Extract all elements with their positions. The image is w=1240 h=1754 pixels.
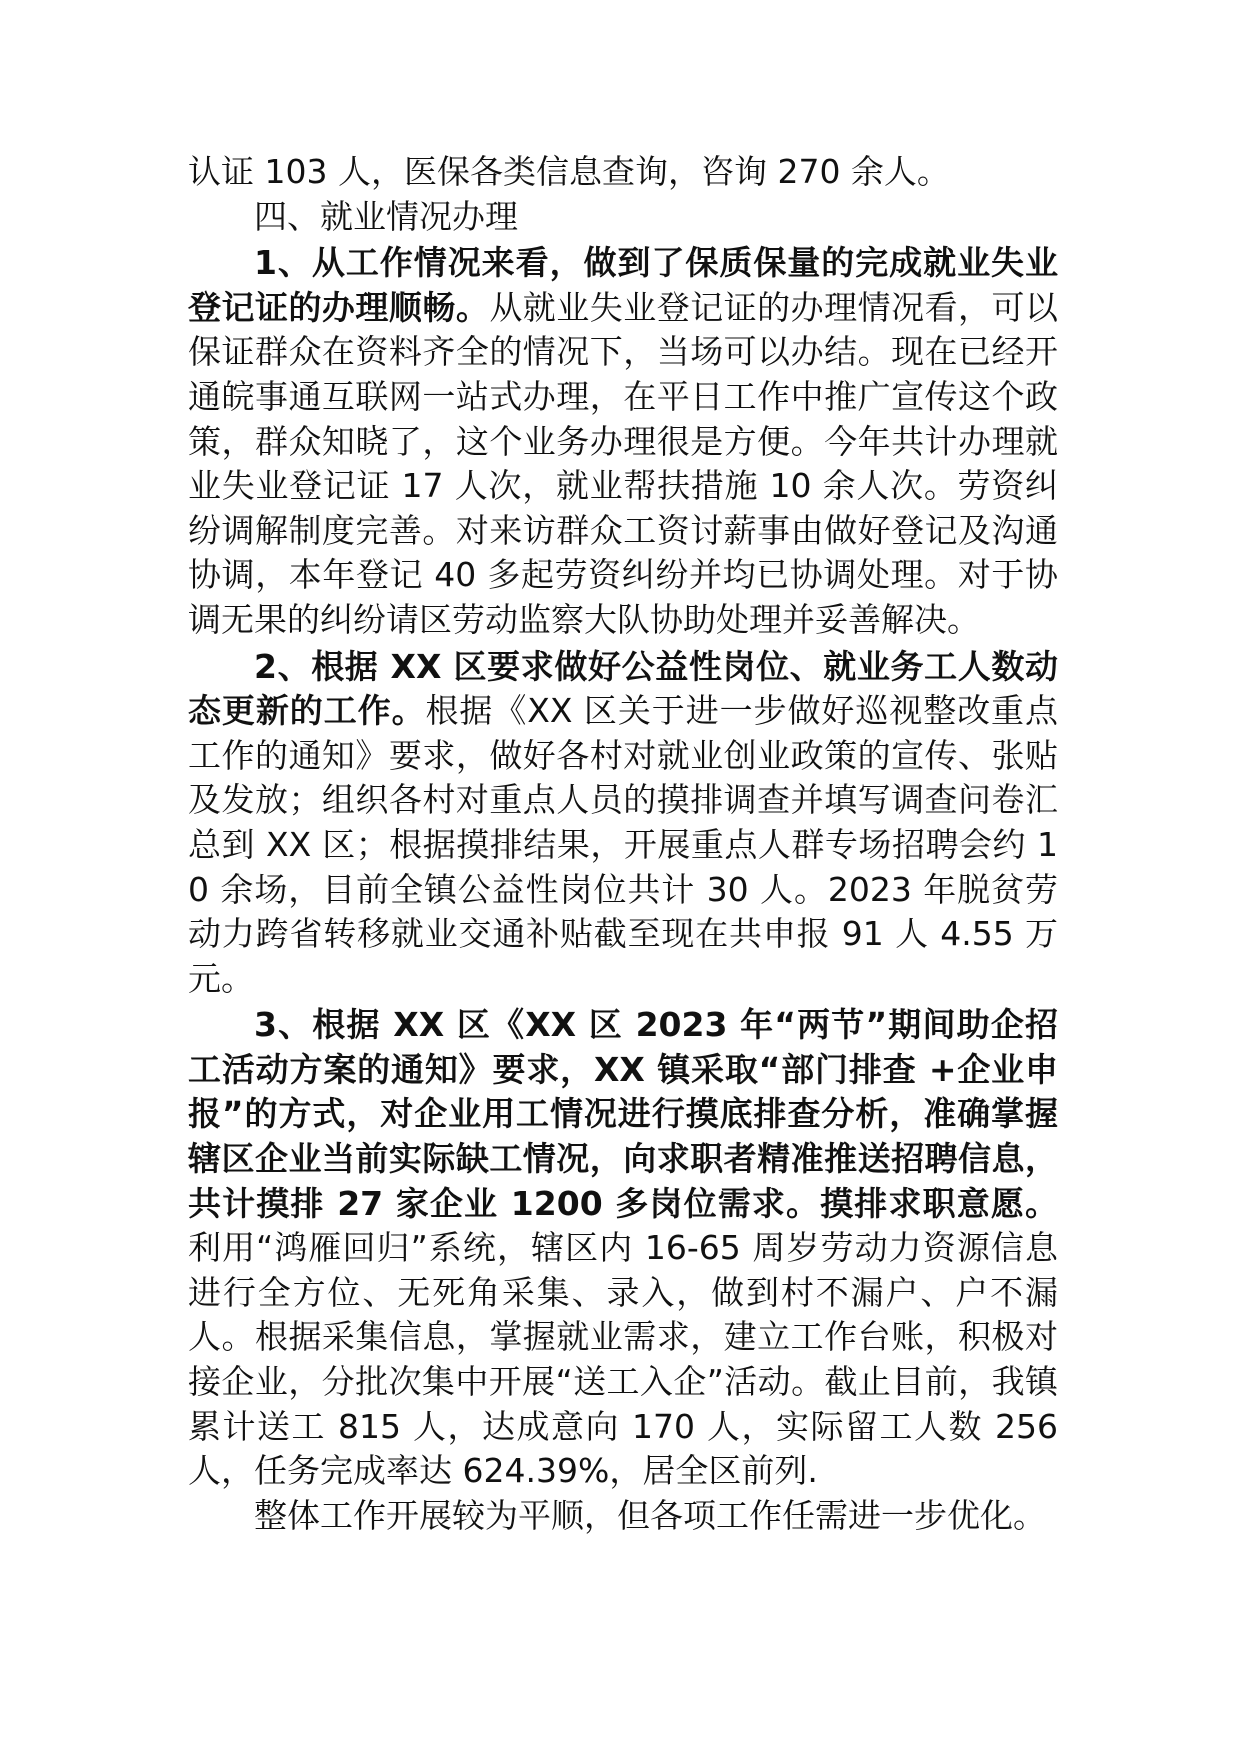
paragraph-item-3 [188, 1003, 1058, 1494]
section-heading-text: 四、就业情况办理 [254, 196, 518, 236]
paragraph-text: 认证 103 人，医保各类信息查询，咨询 270 余人。 [188, 152, 950, 191]
paragraph-text: 根据《XX 区关于进一步做好巡视整改重点工作的通知》要求，做好各村对就业创业政策的宣传、张贴及发放；组织各村对重点人员的摸排调查并填写调查问卷汇总到 XX 区；根据摸排结果，开展重点人群专场招聘会约 10 余场，目前全镇公益性岗位共计 30 人。2023 年脱贫劳动力跨省转移就业交通补贴截至现在共申报 91 人 4.55 万元。 [188, 691, 1058, 998]
paragraph-item-2 [188, 645, 1058, 1002]
paragraph-lead-bold: 2、根据 XX 区要求做好公益性岗位、就业务工人数动态更新的工作。 [188, 646, 1058, 731]
paragraph-text: 整体工作开展较为平顺，但各项工作任需进一步优化。 [254, 1495, 1046, 1535]
paragraph-lead-bold: 1、从工作情况来看，做到了保质保量的完成就业失业登记证的办理顺畅。 [188, 243, 1058, 327]
paragraph-text: 从就业失业登记证的办理情况看，可以保证群众在资料齐全的情况下，当场可以办结。现在已经开通皖事通互联网一站式办理，在平日工作中推广宣传这个政策，群众知晓了，这个业务办理很是方便。今年共计办理就业失业登记证 17 人次，就业帮扶措施 10 余人次。劳资纠纷调解制度完善。对来访群众工资讨薪事由做好登记及沟通协调，本年登记 40 多起劳资纠纷并均已协调处理。对于协调无果的纠纷请区劳动监察大队协助处理并妥善解决。 [188, 287, 1059, 639]
paragraph-item-1 [188, 241, 1058, 642]
document-body [188, 150, 1058, 1538]
paragraph-text: 利用“鸿雁回归”系统，辖区内 16-65 周岁劳动力资源信息进行全方位、无死角采集、录入，做到村不漏户、户不漏人。根据采集信息，掌握就业需求，建立工作台账，积极对接企业，分批次集中开展“送工入企”活动。截止目前，我镇累计送工 815 人，达成意向 170 人，实际留工人数 256 人，任务完成率达 624.39%，居全区前列. [188, 1228, 1058, 1491]
paragraph-summary [188, 1494, 1058, 1539]
paragraph-lead-bold: 3、根据 XX 区《XX 区 2023 年“两节”期间助企招工活动方案的通知》要求，XX 镇采取“部门排查 +企业申报”的方式，对企业用工情况进行摸底排查分析，准确掌握辖区企业当前实际缺工情况，向求职者精准推送招聘信息，共计摸排 27 家企业 1200 多岗位需求。摸排求职意愿。 [188, 1005, 1058, 1223]
section-heading-employment [188, 195, 1058, 240]
paragraph-continuation [188, 150, 1058, 195]
